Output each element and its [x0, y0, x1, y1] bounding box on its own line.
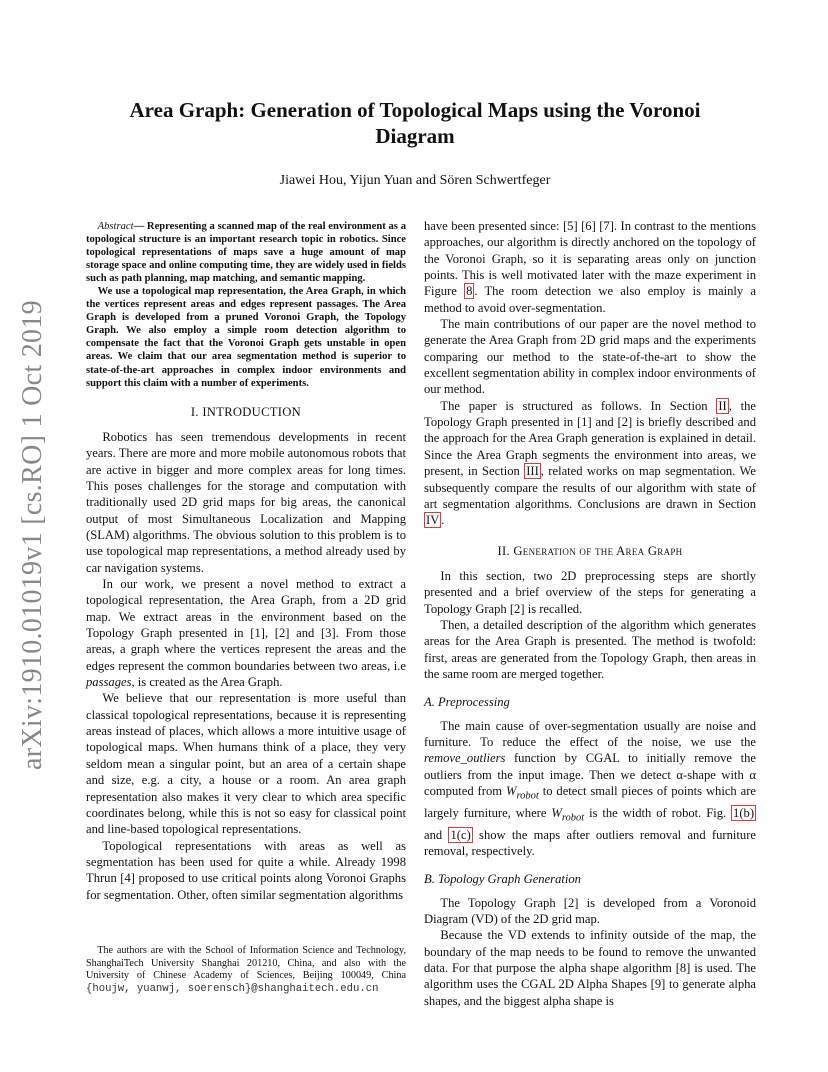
figure-link-1c[interactable]: 1(c) — [450, 827, 471, 842]
arxiv-identifier: arXiv:1910.01019v1 [cs.RO] 1 Oct 2019 — [17, 300, 48, 770]
footnote-emails: {houjw, yuanwj, soerensch}@shanghaitech.edu.cn — [86, 982, 379, 995]
preprocessing-paragraph: The main cause of over-segmentation usually are noise and furniture. To reduce the effect of the noise, we use the remove_outliers function by CGAL to initially remove the outliers from the input image. Then we detect α-shape with α computed from $W_{robot}$ to detect small pieces of points which are largely furniture, where $W_{robot}$ is the width of robot. Fig. 1(b) and 1(c) show the maps after outliers removal and furniture removal, respectively. — [424, 718, 756, 859]
section2-paragraph-2: Then, a detailed description of the algorithm which generates areas for the Area Graph is presented. The method is twofold: first, areas are generated from the Topology Graph, then areas in the same room are merged together. — [424, 617, 756, 681]
figure-link[interactable]: 8 — [466, 284, 473, 299]
topology-paragraph-1: The Topology Graph [2] is developed from a Voronoid Diagram (VD) of the 2D grid map. — [424, 895, 756, 927]
footnote: The authors are with the School of Information Science and Technology, ShanghaiTech University Shanghai 201210, China, and also with the University of Chinese Academy of Sciences, Beijing 100049, China {houjw, yuanwj, soerensch}@shanghaitech.edu.cn — [86, 945, 406, 995]
section2-paragraph-1: In this section, two 2D preprocessing steps are shortly presented and a brief overview of the steps for generating a Topology Graph [2] is recalled. — [424, 568, 756, 616]
intro-paragraph-4: Topological representations with areas as well as segmentation has been used for quite a while. Already 1998 Thrun [4] proposed to use critical points along Voronoi Graphs for segmentation. Other, often similar segmentation algorithms — [86, 838, 406, 902]
section-heading-generation: II. Generation of the Area Graph — [497, 543, 683, 558]
section-link-iii[interactable]: III — [526, 464, 539, 479]
section-link-ii[interactable]: II — [718, 398, 727, 413]
section-heading-introduction: I. INTRODUCTION — [190, 404, 302, 419]
topology-paragraph-2: Because the VD extends to infinity outside of the map, the boundary of the map needs to be found to remove the unwanted data. For that purpose the alpha shape algorithm [8] is used. The algorithm uses the CGAL 2D Alpha Shapes [9] to generate alpha shapes, and the biggest alpha shape is — [424, 928, 756, 1008]
abstract — [86, 220, 406, 390]
right-paragraph-1: have been presented since: [5] [6] [7]. In contrast to the mentions approaches, our algorithm is directly anchored on the topology of the Voronoi Graph, so it is separating areas only on junction points. This is well motivated later with the maze experiment in Figure 8 . The room detection we also employ is mainly a method to avoid over-segmentation. — [424, 219, 757, 315]
abstract-label: Abstract — [97, 221, 134, 232]
subsection-heading-topology: B. Topology Graph Generation — [424, 872, 581, 887]
figure-link-1b[interactable]: 1(b) — [733, 805, 755, 820]
abstract-paragraph-2: We use a topological map representation, the Area Graph, in which the vertices represent areas and edges represent passages. The Area Graph is developed from a pruned Voronoi Graph, the Topology Graph. We also employ a simple room detection algorithm to compensate the fact that the Voronoi Graph gets unstable in open areas. We claim that our area segmentation method is superior to state-of-the-art approaches in complex indoor environments and support this claim with a number of experiments. — [86, 286, 406, 389]
abstract-paragraph-1: — Representing a scanned map of the real environment as a topological structure is an important research topic in robotics. Since topological representations of maps save a huge amount of map storage space and online computing time, they are widely used in fields such as path planning, map matching, and semantic mapping. — [86, 221, 406, 285]
author-list: Jiawei Hou, Yijun Yuan and Sören Schwertfeger — [279, 173, 551, 188]
intro-paragraph-2: In our work, we present a novel method to extract a topological representation, the Area Graph, from a 2D grid map. We extract areas in the environment based on the Topology Graph presented in [1], [2] and [3]. From those areas, a graph where the vertices represent the areas and the edges represent the common boundaries between two areas, i.e passages, is created as the Area Graph. — [86, 577, 406, 690]
left-column — [86, 220, 406, 903]
contributions-paragraph: The main contributions of our paper are the novel method to generate the Area Graph from 2D grid maps and the experiments comparing our method to the state-of-the-art to show the excellent segmentation ability in complex indoor environments of our method. — [424, 317, 756, 397]
section-link-iv[interactable]: IV — [426, 513, 440, 528]
right-column — [424, 218, 756, 1009]
function-name: remove_outliers — [424, 751, 506, 766]
paper-title: Area Graph: Generation of Topological Maps using the Voronoi Diagram — [129, 98, 701, 148]
subsection-heading-preprocessing: A. Preprocessing — [424, 695, 510, 710]
structure-paragraph: The paper is structured as follows. In Section II , the Topology Graph presented in [1] and [2] is briefly described and the approach for the Area Graph generation is explained in detail. Since the Area Graph segments the environment into areas, we present, in Section III , related works on map segmentation. We subsequently compare the results of our algorithm with state of art segmentation algorithms. Conclusions are drawn in Section IV . — [424, 398, 756, 528]
intro-paragraph-1: Robotics has seen tremendous developments in recent years. There are more and more mobile autonomous robots that are active in bigger and more complex areas for long times. This poses challenges for the storage and computation with traditionally used 2D grid maps for big areas, the canonical output of most Simultaneous Localization and Mapping (SLAM) algorithms. The obvious solution to this problem is to use topological map representations, a method already used by car navigation systems. — [86, 429, 406, 575]
intro-paragraph-3: We believe that our representation is more useful than classical topological representations, because it is representing areas instead of places, which allows a more intuitive usage of topological maps. When humans think of a place, they very seldom mean a singular point, but an area of a certain shape and size, e.g. a city, a house or a room. An area graph representation also makes it very clear to which area specific coordinates belong, while this is not so easy for classical point and line-based topological representations. — [86, 691, 406, 837]
